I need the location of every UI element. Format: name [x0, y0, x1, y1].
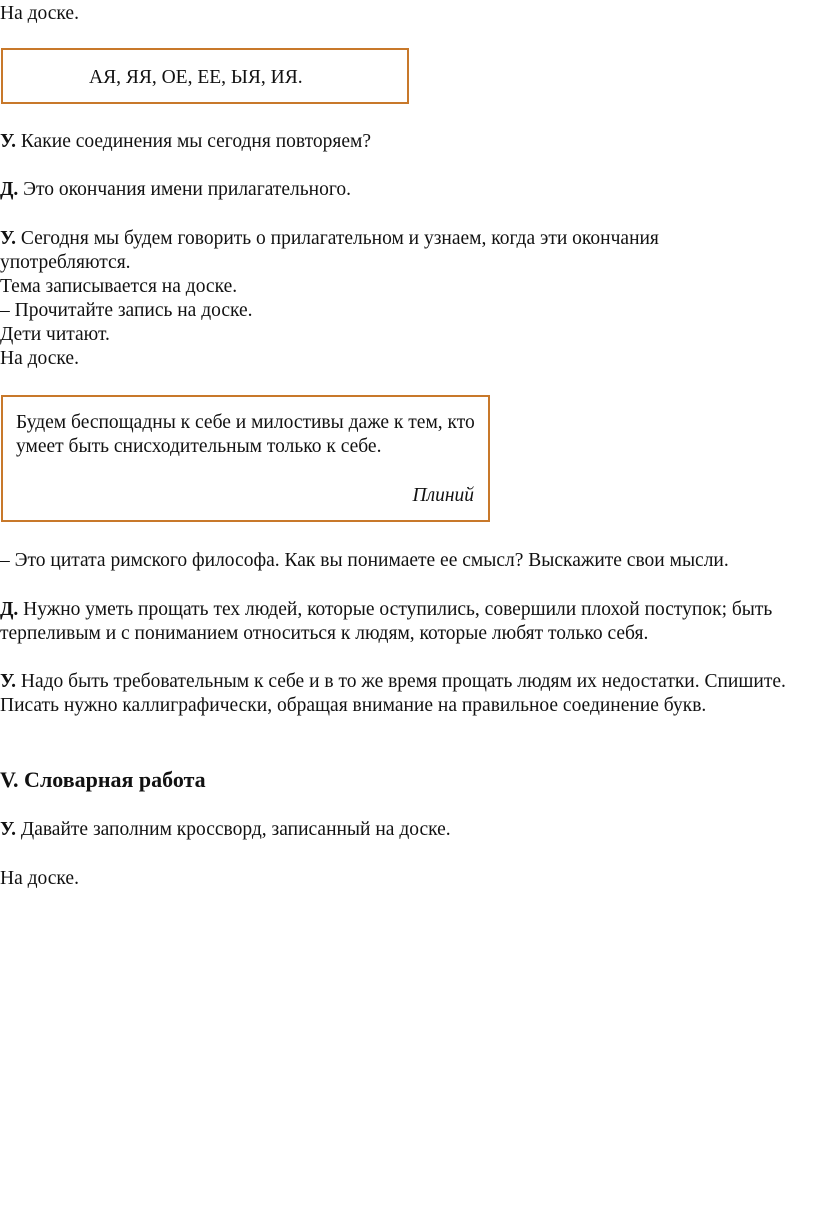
paragraph-on-board-1: На доске. [0, 3, 79, 24]
line-children-read: Дети читают. [0, 324, 110, 345]
speaker-label: У. [0, 671, 17, 692]
speaker-label: У. [0, 131, 17, 152]
dialogue-teacher-crossword [0, 818, 451, 842]
section-heading: V. Словарная работа [0, 767, 206, 792]
dialogue-text: Надо быть требовательным к себе и в то же время прощать людям их недостатки. Спишите. Писать нужно каллиграфически, обращая внимание на правильное соединение букв. [0, 671, 786, 716]
speaker-label: Д. [0, 179, 19, 200]
dialogue-teacher-topic [0, 227, 740, 274]
dialogue-teacher-question [0, 130, 371, 154]
line-read-board: – Прочитайте запись на доске. [0, 300, 253, 321]
speaker-label: У. [0, 819, 17, 840]
dialogue-children-meaning [0, 598, 800, 645]
quote-text: Будем беспощадны к себе и милостивы даже к тем, кто умеет быть снисходительным только к себе. [16, 412, 475, 457]
dialogue-text: Давайте заполним кроссворд, записанный на доске. [16, 819, 451, 840]
speaker-label: Д. [0, 599, 19, 620]
paragraph-on-board-3: На доске. [0, 868, 79, 889]
dialogue-teacher-copy [0, 670, 808, 717]
board-letter-combinations-box [1, 48, 409, 104]
dialogue-children-answer [0, 178, 351, 202]
quote-author: Плиний [412, 485, 474, 506]
board-quote-box [1, 395, 490, 522]
dialogue-text: Нужно уметь прощать тех людей, которые оступились, совершили плохой поступок; быть терпеливым и с пониманием относиться к людям, которые любят только себя. [0, 599, 773, 644]
dialogue-text: Это окончания имени прилагательного. [18, 179, 351, 200]
letter-combinations-text: АЯ, ЯЯ, ОЕ, ЕЕ, ЫЯ, ИЯ. [89, 67, 303, 88]
speaker-label: У. [0, 228, 17, 249]
quote-comment: – Это цитата римского философа. Как вы понимаете ее смысл? Выскажите свои мысли. [0, 550, 729, 571]
dialogue-text: Сегодня мы будем говорить о прилагательном и узнаем, когда эти окончания употребляются. [0, 228, 659, 273]
dialogue-text: Какие соединения мы сегодня повторяем? [16, 131, 371, 152]
line-topic-written: Тема записывается на доске. [0, 276, 238, 297]
paragraph-on-board-2: На доске. [0, 348, 79, 369]
